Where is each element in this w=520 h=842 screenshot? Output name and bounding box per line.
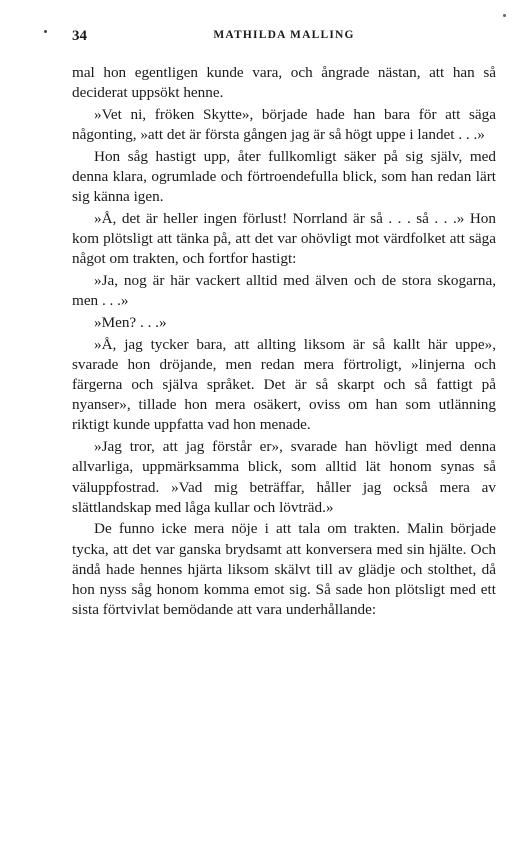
- page-number: 34: [72, 28, 87, 44]
- paragraph: »Vet ni, fröken Skytte», började hade han bara för att säga någonting, »att det är första gången jag är så högt uppe i landet . . .»: [72, 105, 496, 144]
- paragraph: De funno icke mera nöje i att tala om trakten. Malin började tycka, att det var ganska brydsamt att konversera med sin hjälte. Och ändå hade hennes hjärta liksom skälvt till av glädje och stolthet, då hon nyss såg honom komma emot sig. Så sade hon plötsligt med ett sista förtvivlat bemödande att vara underhållande:: [72, 520, 496, 619]
- paragraph: Hon såg hastigt upp, åter fullkomligt säker på sig själv, med denna klara, ogrumlade och förtroendefulla blick, som han redan lärt sig känna igen.: [72, 147, 496, 206]
- running-title: MATHILDA MALLING: [213, 29, 355, 41]
- paragraph: mal hon egentligen kunde vara, och ångrade nästan, att han så deciderat uppsökt henne.: [72, 64, 496, 102]
- print-speck: [503, 14, 506, 17]
- paragraph: »Ja, nog är här vackert alltid med älven och de stora skogarna, men . . .»: [72, 272, 496, 310]
- paragraph: »Å, jag tycker bara, att allting liksom är så kallt här uppe», svarade hon dröjande, men redan mera förtroligt, »linjerna och färgerna och själva språket. Det är så skarpt och så fattigt på nyanser», tillade hon mera osäkert, oviss om han som utlänning riktigt kunde uppfatta vad hon menade.: [72, 335, 496, 434]
- print-speck: [44, 30, 47, 33]
- paragraph: »Men? . . .»: [94, 313, 167, 331]
- body-text: [72, 63, 496, 620]
- paragraph: »Jag tror, att jag förstår er», svarade han hövligt med denna allvarliga, uppmärksamma blick, som alltid lät honom synas så väluppfostrad. »Vad mig beträffar, håller jag också mera av slättlandskap med låga kullar och lövträd.»: [72, 438, 496, 516]
- paragraph: »Å, det är heller ingen förlust! Norrland är så . . . så . . .» Hon kom plötsligt att tänka på, att det var ohövligt mot värdfolket att säga något om trakten, och fortfor hastigt:: [72, 209, 496, 268]
- running-header: [72, 28, 496, 50]
